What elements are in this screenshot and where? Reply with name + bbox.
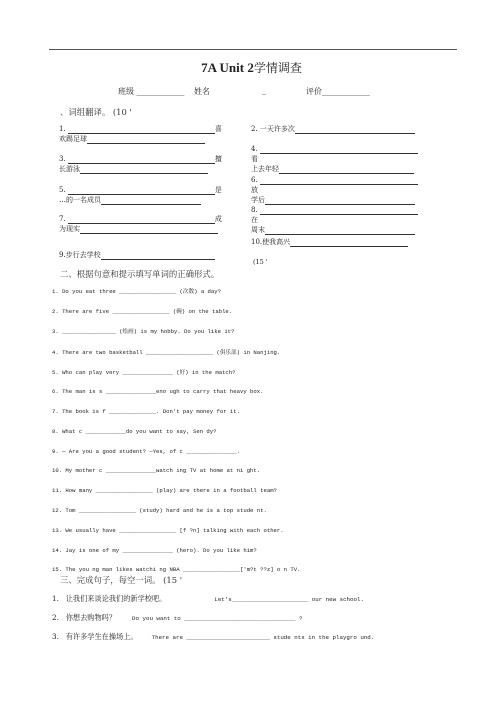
blank-line [68,125,215,134]
fill-sentence-1: 1. Do you eat three _________________ (次数) a day? [52,288,221,295]
phrase-7-head: 成 [214,215,222,223]
top-rule [49,49,457,50]
completion-2-cn: 你想去购物吗？ [65,613,117,622]
phrase-1-head: 喜 [214,125,222,133]
completion-1 [52,594,364,604]
page-title [0,59,503,76]
completion-1-cn: 让我们来谈论我们的新学校吧。 [65,594,167,603]
score-label: 评价____________ [306,87,370,96]
fill-sentence-14: 14. Jay is one of my _______________ (hero). Do you like him? [52,547,257,554]
phrase-5-head: 是 [214,186,222,194]
title-chinese: 学情调查 [253,61,302,75]
phrase-8-num: 8. [251,206,260,214]
title-english: 7A Unit 2 [201,60,254,75]
phrase-4-num: 4. [251,145,260,153]
phrase-4 [251,144,421,174]
blank-line [290,238,408,247]
phrase-6-tail: 学后 [251,196,265,204]
phrase-7 [59,214,229,234]
completion-3-en: There are ________________________ stude nts in the playgro und. [151,634,375,641]
phrase-3-tail: 长游泳 [59,165,80,173]
phrase-10 [251,237,421,247]
fill-sentence-15: 15. The you ng man likes watchi ng NBA _________________['m?t ??z] o n TV. [52,566,301,573]
phrase-10-text: 10.使我高兴 [251,238,291,246]
blank-line [68,155,215,164]
fill-sentence-4: 4. There are two basketball ____________________ (俱乐部) in Nanjing. [52,349,281,356]
blank-line [279,165,414,174]
phrase-5 [59,185,229,205]
class-label: 班级 ____________ [118,87,185,96]
phrase-5-num: 5. [59,186,68,194]
completion-2-en: Do you want to ________________________________ ? [132,615,303,622]
name-label: 姓名 [194,87,210,96]
blank-line [80,225,218,234]
blank-line [101,251,215,260]
phrase-3 [59,154,229,174]
blank-line [295,125,415,134]
blank-line [101,196,201,205]
phrase-7-num: 7. [59,215,68,223]
fill-sentence-8: 8. What c ____________do you want to say, Sen dy? [52,428,217,435]
completion-1-en: Let's______________________ our new school. [214,596,364,603]
phrase-8-tail: 周末 [251,226,265,234]
phrase-8-head: 在 [251,216,258,224]
blank-line [260,145,418,154]
blank-line [260,176,418,185]
phrase-3-num: 3. [59,155,68,163]
phrase-7-tail: 为现实 [59,225,80,233]
fill-sentence-11: 11. How many _________________ (play) are there in a football team? [52,487,277,494]
blank-line [265,226,415,235]
phrase-6-head: 放 [251,186,258,194]
fill-sentence-5: 5. Who can play very _______________ (好) in the match? [52,369,236,376]
name-blank: _ [262,86,266,95]
blank-line [68,186,215,195]
blank-line [87,135,205,144]
completion-2 [52,613,303,623]
phrase-8 [251,205,421,235]
phrase-2 [251,124,421,134]
fill-sentence-9: 9. — Are you a good student? —Yes, of c _______________. [52,448,240,455]
section-1-heading: 、词组翻译。 (10 ' [60,107,132,117]
blank-line [80,165,208,174]
phrase-9 [59,250,229,260]
blank-line [265,196,415,205]
fill-sentence-3: 3. ________________ (绘画) is my hobby. Do you like it? [52,328,235,335]
completion-2-num: 2. [52,613,59,622]
phrase-1 [59,124,229,144]
phrase-2-text: 2. 一天许多次 [251,125,295,133]
phrase-4-head: 看 [251,155,258,163]
section-3-heading: 三、完成句子，每空一词。 (15 ' [60,575,183,585]
fill-sentence-2: 2. There are five _________________ (碗) on the table. [52,308,233,315]
blank-line [260,206,418,215]
phrase-6-num: 6. [251,176,260,184]
phrase-6 [251,175,421,205]
section-1-score: (15 ' [253,258,268,266]
blank-line [68,215,215,224]
fill-sentence-7: 7. The book is f ______________. Don't pay money for it. [52,408,240,415]
completion-3-num: 3. [52,632,59,641]
completion-3 [52,632,374,642]
fill-sentence-6: 6. The man is s _______________eno ugh to carry that heavy box. [52,388,264,395]
completion-1-num: 1. [52,594,59,603]
phrase-1-tail: 欢踢足球 [59,135,87,143]
phrase-3-head: 擅 [214,155,222,163]
phrase-5-tail: …的一名成员 [59,196,101,204]
phrase-4-tail: 上去年轻 [251,165,279,173]
phrase-9-text: 9.步行去学校 [59,251,101,259]
completion-3-cn: 有许多学生在操场上。 [65,632,138,641]
phrase-1-num: 1. [59,125,68,133]
section-2-heading: 二、根据句意和提示填写单词的正确形式。 [60,269,220,279]
fill-sentence-13: 13. We usually have _________________ [f ?n] talking with each other. [52,527,284,534]
fill-sentence-12: 12. Tom _________________ (study) hard and he is a top stude nt. [52,507,267,514]
fill-sentence-10: 10. My mother c _______________watch ing TV at home at ni ght. [52,467,261,474]
